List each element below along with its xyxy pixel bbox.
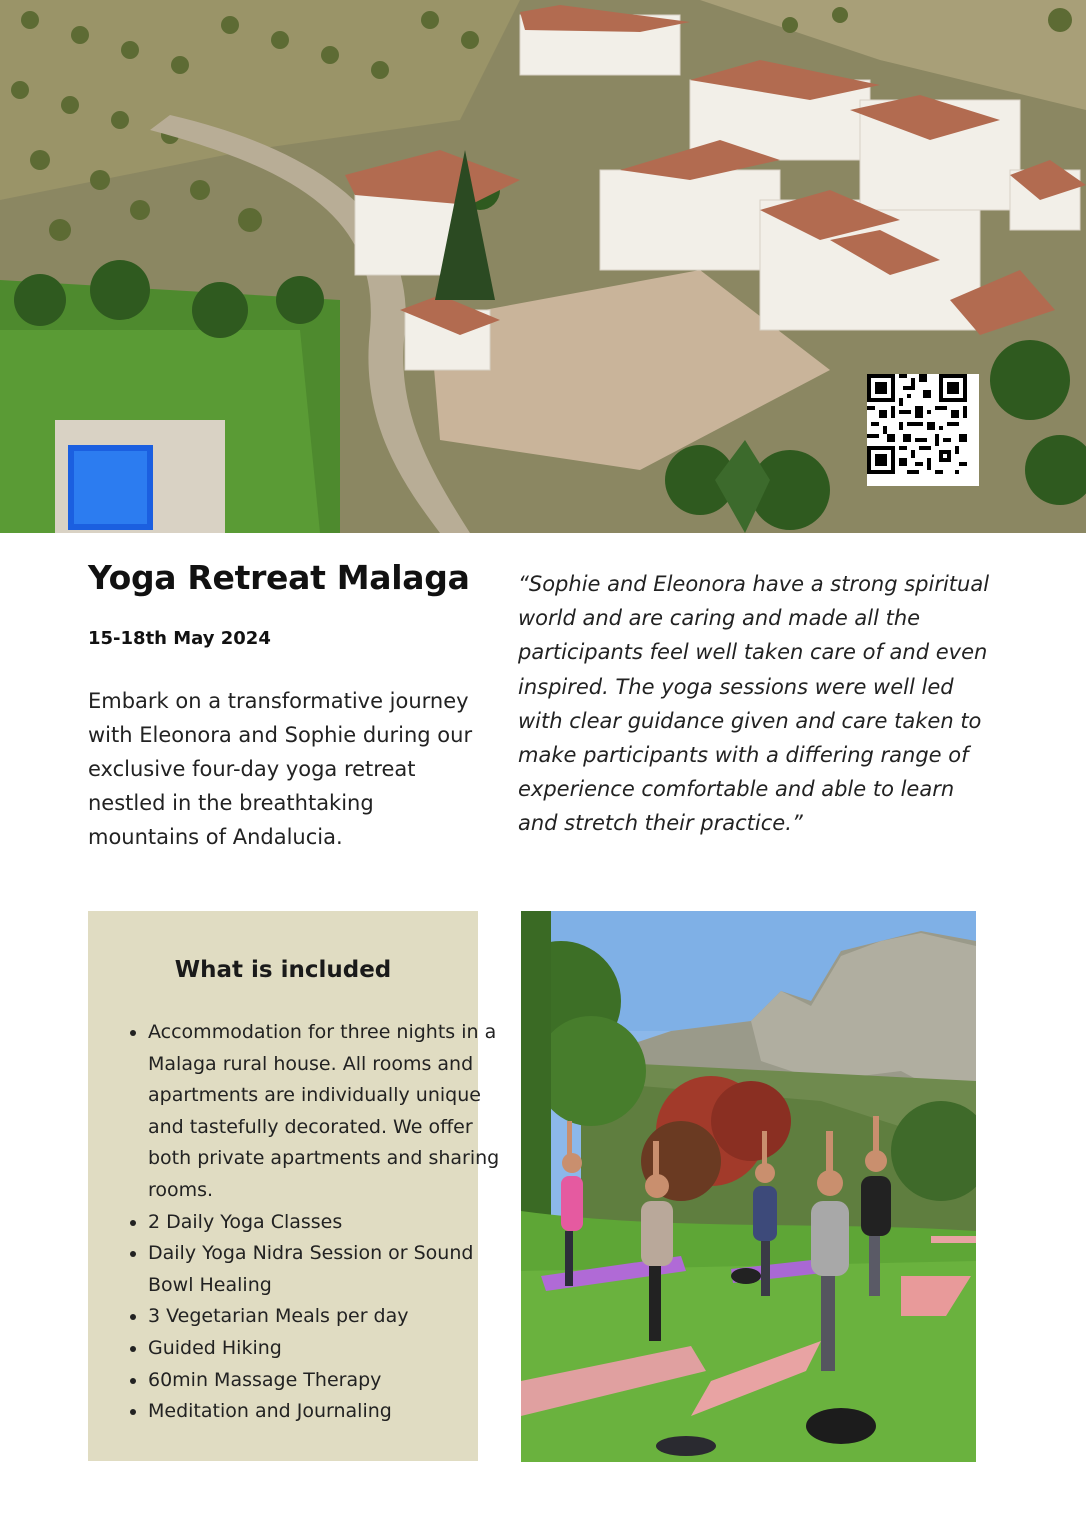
list-item: • Meditation and Journaling [148, 1396, 508, 1428]
list-item: • 60min Massage Therapy [148, 1365, 508, 1397]
list-item: • Daily Yoga Nidra Session or Sound Bowl Healing [148, 1238, 508, 1301]
qr-code-icon[interactable] [867, 374, 979, 486]
yoga-group-photo [521, 911, 976, 1462]
list-item: • 3 Vegetarian Meals per day [148, 1301, 508, 1333]
yoga-scene-illustration [521, 911, 976, 1462]
list-item: • Guided Hiking [148, 1333, 508, 1365]
page-title: Yoga Retreat Malaga [88, 558, 470, 597]
included-panel [88, 911, 500, 1461]
retreat-date: 15-18th May 2024 [88, 628, 271, 649]
included-heading: What is included [174, 957, 392, 983]
list-item: • 2 Daily Yoga Classes [148, 1207, 508, 1239]
list-item: • Accommodation for three nights in a Malaga rural house. All rooms and apartments are individually unique and tastefully decorated. We offer both private apartments and sharing rooms. [148, 1017, 508, 1207]
included-list [120, 1017, 508, 1428]
hero-aerial-image [0, 0, 1086, 533]
testimonial-quote: “Sophie and Eleonora have a strong spiritual world and are caring and made all the participants feel well taken care of and even inspired. The yoga sessions were well led with clear guidance given and care taken to make participants with a differing range of experience comfortable and able to learn and stretch their practice.” [518, 572, 990, 836]
intro-paragraph: Embark on a transformative journey with Eleonora and Sophie during our exclusive four-day yoga retreat nestled in the breathtaking mountains of Andalucia. [88, 689, 473, 849]
